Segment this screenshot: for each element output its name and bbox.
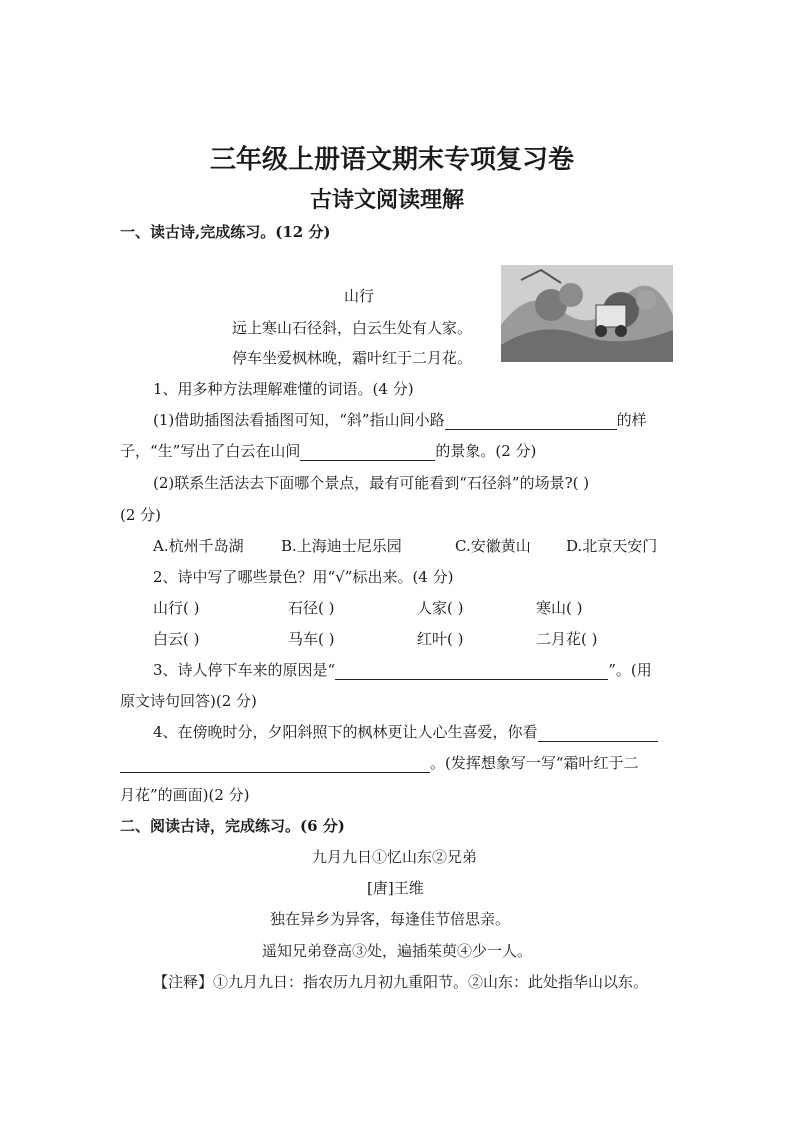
poem1-line1: 远上寒山石径斜，白云生处有人家。 xyxy=(232,319,473,337)
poem2-title: 九月九日①忆山东②兄弟 xyxy=(312,848,478,866)
question-1: 1、用多种方法理解难懂的词语。(4 分) xyxy=(153,380,414,398)
page-subtitle: 古诗文阅读理解 xyxy=(310,188,465,213)
scenery-item[interactable]: 红叶( ) xyxy=(417,630,464,648)
scenery-item[interactable]: 石径( ) xyxy=(288,599,335,617)
question-1a-tail2: 的景象。(2 分) xyxy=(435,442,537,460)
question-3-tail: ”。(用 xyxy=(608,661,652,679)
question-1b-line2: (2 分) xyxy=(120,506,162,524)
question-1a-tail: 的样 xyxy=(616,411,647,429)
question-4-tail: 。(发挥想象写一写“霜叶红于二 xyxy=(430,754,639,772)
question-3-text: 3、诗人停下车来的原因是“ xyxy=(153,661,336,679)
section1-heading: 一、读古诗,完成练习。(12 分) xyxy=(120,223,331,241)
poem2-author: [唐]王维 xyxy=(367,879,424,897)
poem2-line2: 遥知兄弟登高③处，遍插茱萸④少一人。 xyxy=(262,942,533,960)
poem1-line2: 停车坐爱枫林晚，霜叶红于二月花。 xyxy=(232,349,473,367)
answer-blank-3[interactable] xyxy=(335,664,608,680)
option-c[interactable]: C.安徽黄山 xyxy=(455,537,531,555)
question-4-line1 xyxy=(153,721,658,742)
scenery-item[interactable]: 人家( ) xyxy=(417,599,464,617)
question-1a-text2: 子，“生”写出了白云在山间 xyxy=(120,442,301,460)
question-3-line2: 原文诗句回答)(2 分) xyxy=(120,692,257,710)
answer-blank-1a2[interactable] xyxy=(300,445,435,461)
page-title: 三年级上册语文期末专项复习卷 xyxy=(210,145,575,175)
option-d[interactable]: D.北京天安门 xyxy=(566,537,658,555)
question-3-line1 xyxy=(153,659,652,680)
scenery-item[interactable]: 寒山( ) xyxy=(536,599,583,617)
answer-blank-1a[interactable] xyxy=(445,414,617,430)
poem1-title: 山行 xyxy=(344,287,375,305)
scenery-item[interactable]: 白云( ) xyxy=(153,630,200,648)
question-4-line2 xyxy=(120,752,639,773)
question-2: 2、诗中写了哪些景色？用“√”标出来。(4 分) xyxy=(153,568,454,586)
question-1a-line2 xyxy=(120,440,536,461)
section2-heading: 二、阅读古诗，完成练习。(6 分) xyxy=(120,817,345,835)
poem-illustration xyxy=(501,265,673,362)
question-4-line3: 月花”的画面)(2 分) xyxy=(120,786,250,804)
question-1a-text: (1)借助插图法看插图可知，“斜”指山间小路 xyxy=(153,411,445,429)
scenery-item[interactable]: 马车( ) xyxy=(288,630,335,648)
poem2-note: 【注释】①九月九日：指农历九月初九重阳节。②山东：此处指华山以东。 xyxy=(153,973,649,991)
question-4-text: 4、在傍晚时分，夕阳斜照下的枫林更让人心生喜爱，你看 xyxy=(153,723,538,741)
scenery-item[interactable]: 山行( ) xyxy=(153,599,200,617)
answer-blank-4b[interactable] xyxy=(120,757,430,773)
question-1a-line1 xyxy=(153,409,647,430)
scenery-item[interactable]: 二月花( ) xyxy=(536,630,598,648)
answer-blank-4a[interactable] xyxy=(538,726,658,742)
question-1b-line1: (2)联系生活法去下面哪个景点，最有可能看到“石径斜”的场景?( ) xyxy=(153,474,590,492)
poem2-line1: 独在异乡为异客，每逢佳节倍思亲。 xyxy=(270,910,511,928)
option-b[interactable]: B.上海迪士尼乐园 xyxy=(281,537,402,555)
option-a[interactable]: A.杭州千岛湖 xyxy=(153,537,244,555)
